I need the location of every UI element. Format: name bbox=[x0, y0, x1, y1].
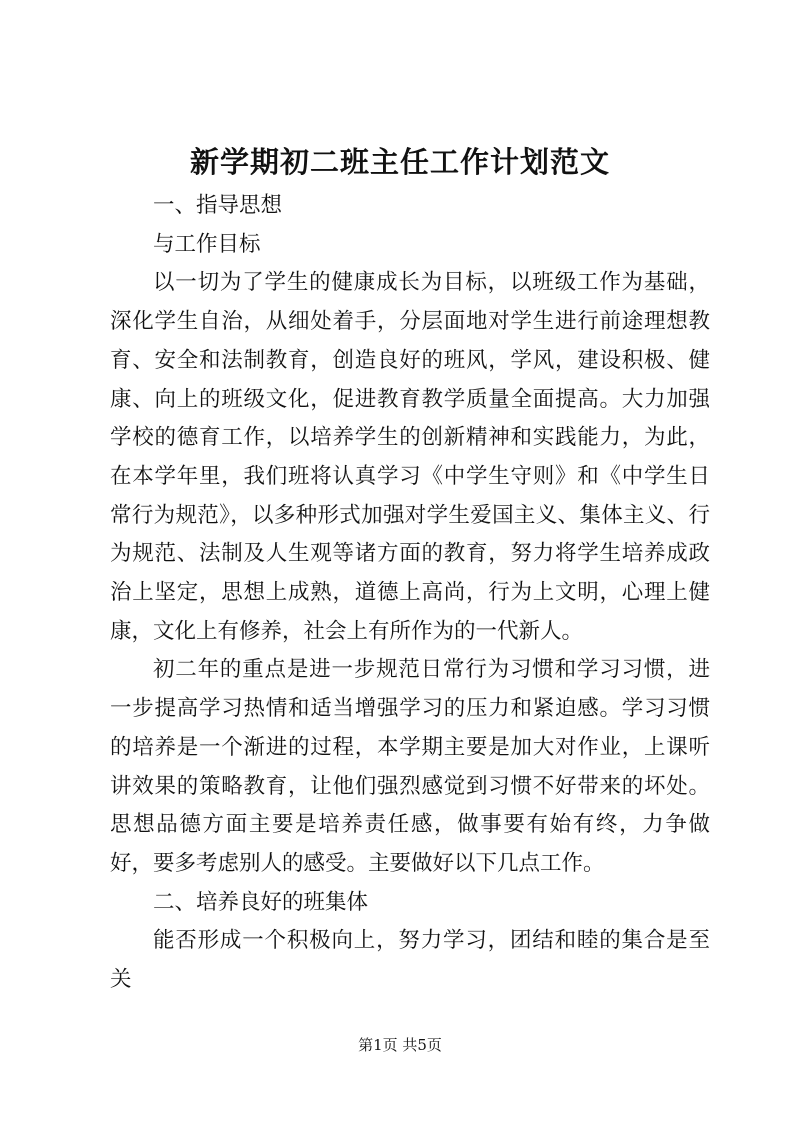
document-title: 新学期初二班主任工作计划范文 bbox=[189, 145, 610, 179]
body-paragraph: 以一切为了学生的健康成长为目标，以班级工作为基础，深化学生自治，从细处着手，分层面地对学生进行前途理想教育、安全和法制教育，创造良好的班风，学风，建设积极、健康、向上的班级文化，促进教育教学质量全面提高。大力加强学校的德育工作，以培养学生的创新精神和实践能力，为此，在本学年里，我们班将认真学习《中学生守则》和《中学生日常行为规范》，以多种形式加强对学生爱国主义、集体主义、行为规范、法制及人生观等诸方面的教育，努力将学生培养成政治上坚定，思想上成熟，道德上高尚，行为上文明，心理上健康，文化上有修养，社会上有所作为的一代新人。 bbox=[110, 270, 710, 644]
section-subheading: 与工作目标 bbox=[153, 231, 261, 257]
body-paragraph: 能否形成一个积极向上，努力学习，团结和睦的集合是至关 bbox=[110, 928, 710, 993]
document-body bbox=[110, 187, 710, 1000]
page-number: 第1页 共5页 bbox=[358, 1036, 442, 1054]
section-heading: 一、指导思想 bbox=[153, 193, 283, 218]
section-heading: 二、培养良好的班集体 bbox=[153, 889, 369, 915]
body-paragraph: 初二年的重点是进一步规范日常行为习惯和学习习惯，进一步提高学习热情和适当增强学习的压力和紧迫感。学习习惯的培养是一个渐进的过程，本学期主要是加大对作业，上课听讲效果的策略教育，让他们强烈感觉到习惯不好带来的坏处。思想品德方面主要是培养责任感，做事要有始有终，力争做好，要多考虑别人的感受。主要做好以下几点工作。 bbox=[110, 657, 710, 876]
page-footer bbox=[0, 1034, 800, 1056]
